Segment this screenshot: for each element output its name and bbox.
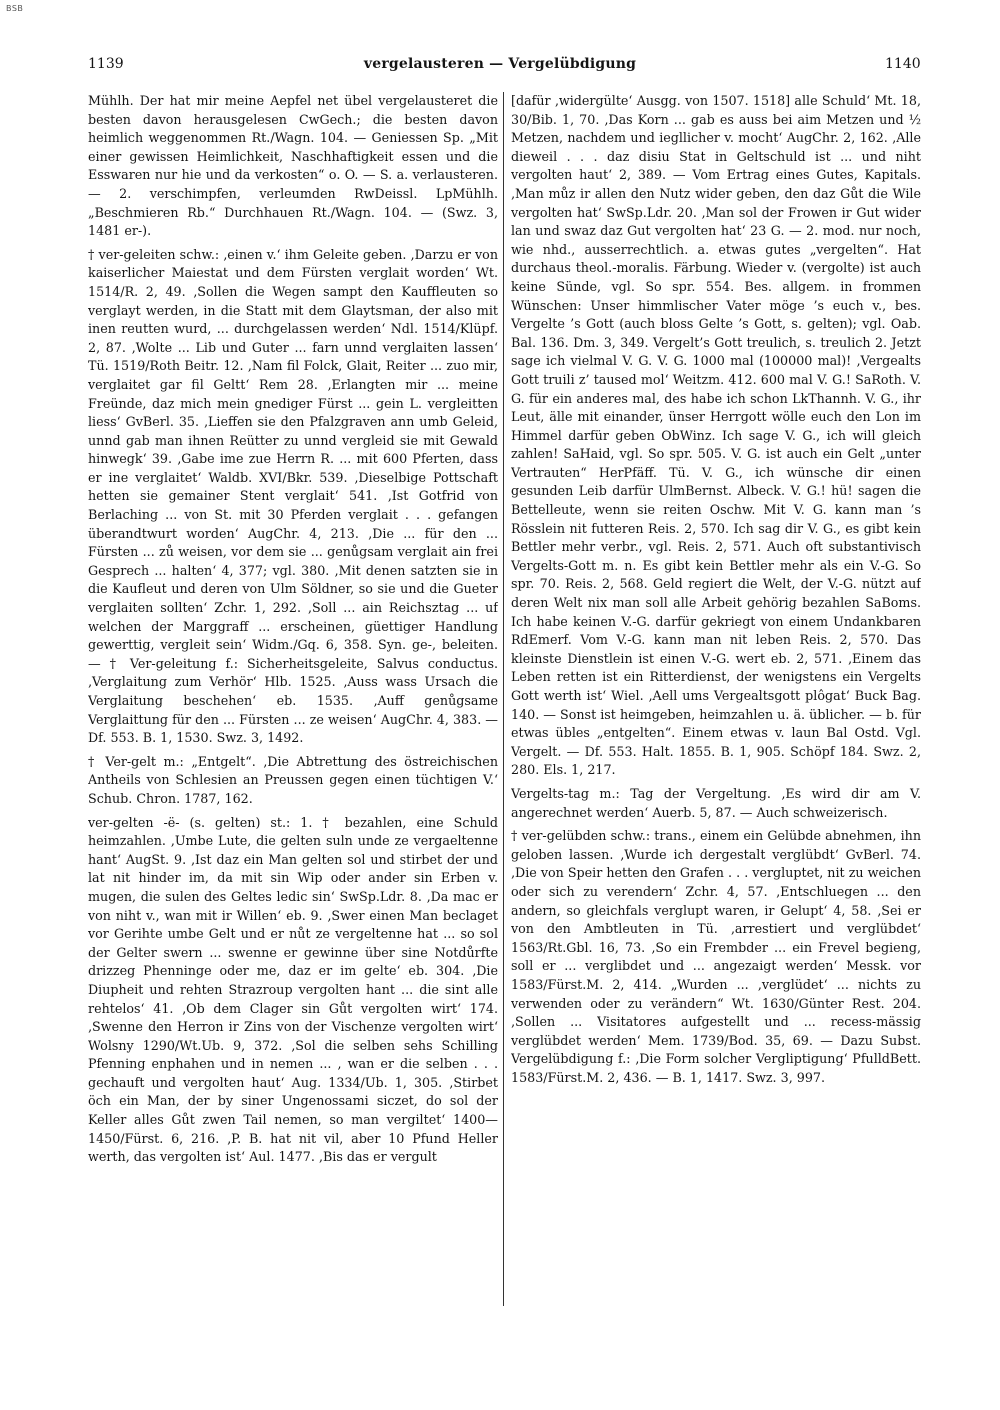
entry-vergelausteren-cont: Mühlh. Der hat mir meine Aepfel net übel vergelausteret die besten davon herausgelesen CwGech.; die besten davon heimlich weggenommen Rt./Wagn. 104. — Geniessen Sp. „Mit einer gewissen Heimlichkeit, Naschhaftigkeit essen und die Esswaren nur hie und da verkosten“ o. O. — S. a. verlausteren. — 2. verschimpfen, verleumden RwDeissl. LpMühlh. „Beschmieren Rb.“ Durchhauen Rt./Wagn. 104. — (Swz. 3, 1481 er-). bbox=[88, 93, 498, 239]
left-column bbox=[88, 92, 498, 1322]
page-number-left: 1139 bbox=[88, 56, 124, 72]
entry-ver-geleiten: † ver-geleiten schw.: ‚einen v.‘ ihm Geleite geben. ‚Darzu er von kaiserlicher Maiestat und dem Fürsten verglait worden‘ Wt. 1514/R. 2, 49. ‚Sollen die Wegen sampt den Kauffleuten so verglayt werden, in die Statt mit dem Glaytsman, der also mit inen reutten wurd, ... durchgelassen werden‘ Ndl. 1514/Klüpf. 2, 87. ‚Wolte ... Lib und Guter ... farn unnd verglaiten lassen‘ Tü. 1519/Roth Beitr. 12. ‚Nam fil Folck, Glait, Reiter ... zuo mir, verglaitet gar fil Geltt‘ Rem 28. ‚Erlangten mir ... meine Freünde, daz mich mein gnediger Fürst ... gein L. vergleitten liess‘ GvBerl. 35. ‚Lieffen sie den Pfalzgraven ann umb Geleid, unnd gab man ihnen Reütter zu unnd vergleid sie mit Gewald hinwegk‘ 39. ‚Gabe ime zue Herrn R. ... mit 600 Pferten, dass er ine verglaitet‘ Waldb. XVI/Bkr. 539. ‚Dieselbige Pottschaft hetten sie gemainer Stent verglait‘ 541. ‚Ist Gotfrid von Berlaching ... von St. mit 30 Pferden verglait . . . gefangen überandtwurt worden‘ AugChr. 4, 213. ‚Die ... für den ... Fürsten ... zů weisen, vor dem sie ... genůgsam verglait ain frei Gesprech ... halten‘ 4, 377; vgl. 380. ‚Mit denen satzten sie in die Kaufleut und deren von Ulm Söldner, so sie und die Gueter verglaiten sollten‘ Zchr. 1, 292. ‚Soll ... ain Reichsztag ... uf welchen der Marggraff ... erscheinen, güettiger Handlung gewerttig, vergleit sein‘ Widm./Gq. 6, 358. Syn. ge-, beleiten. — † Ver-geleitung f.: Sicherheitsgeleite, Salvus conductus. ‚Verglaitung zum Verhör‘ Hlb. 1525. ‚Auss wass Ursach die Verglaitung beschehen‘ eb. 1535. ‚Auff genůgsame Verglaittung für den ... Fürsten ... ze weisen‘ AugChr. 4, 383. — Df. 553. B. 1, 1530. Swz. 3, 1492. bbox=[88, 246, 498, 746]
entry-ver-gelten: ver-gelten -ë- (s. gelten) st.: 1. † bezahlen, eine Schuld heimzahlen. ‚Umbe Lute, die gelten suln unde ze vergaeltenne hant‘ AugSt. 9. ‚Ist daz ein Man gelten sol und stirbet der und lat nit hinder im, da mit sin Wip oder ander sin Erben v. mugen, die sulen des Geltes ledic sin‘ SwSp.Ldr. 8. ‚Da mac er von niht v., wan mit ir Willen‘ eb. 9. ‚Swer einen Man beclaget vor Gerihte umbe Gelt und er nůt ze vergeltenne hat ... so sol der Gelter swern ... swenne er gewinne über sine Notdůrfte drizzeg Phenninge oder me, daz er im gelte‘ eb. 304. ‚Die Diupheit und rehten Strazroup vergolten hant ... die sint alle rehtelos‘ 41. ‚Ob dem Clager sin Gůt vergolten wirt‘ 174. ‚Swenne den Herron ir Zins von der Vischenze vergolten wirt‘ Wolsny 1290/Wt.Ub. 9, 372. ‚Sol die selben sehs Schilling Pfenning enphahen und in nemen ... , wan er die selben . . . gechauft und vergolten haut‘ Aug. 1334/Ub. 1, 305. ‚Stirbet öch ein Man, der by siner Ungenossami siczet, do sol der Keller alles Gůt zwen Tail nemen, so man vergiltet‘ 1400—1450/Fürst. 6, 216. ‚P. B. hat nit vil, aber 10 Pfund Heller werth, das vergolten ist‘ Aul. 1477. ‚Bis das er vergult bbox=[88, 814, 498, 1165]
entry-ver-gelten-cont: [dafür ‚widergülte‘ Ausgg. von 1507. 1518] alle Schuld‘ Mt. 18, 30/Bib. 1, 70. ‚Das Korn ... gab es auss bei aim Metzen und ½ Metzen, nachdem und iegllicher v. mocht‘ AugChr. 2, 162. ‚Alle dieweil . . . daz disiu Stat in Geltschuld ist ... und niht vergolten haut‘ 2, 389. — Vom Ertrag eines Gutes, Kapitals. ‚Man můz ir allen den Nutz wider geben, den daz Gůt die Wile vergolten hat‘ SwSp.Ldr. 20. ‚Man sol der Frowen ir Gut wider lan und swaz daz Gut vergolten hat‘ 23 G. — 2. mod. nur noch, wie nhd., ausserrechtlich. a. etwas gutes „vergelten“. Hat durchaus theol.-moralis. Färbung. Wieder v. (vergolte) ist auch keine Sünde, vgl. So spr. 554. Bes. allgem. in frommen Wünschen: Unser himmlischer Vater möge ’s euch v., bes. Vergelte ’s Gott (auch bloss Gelte ’s Gott, s. gelten); vgl. Oab. Bal. 136. Dm. 3, 349. Vergelt’s Gott treulich, s. treulich 2. Jetzt sage ich vielmal V. G. V. G. 1000 mal (100000 mal)! ‚Vergealts Gott truili z’ taused mol‘ Weitzm. 412. 600 mal V. G.! SaRoth. V. G. für ein anderes mal, des habe ich schon LkThannh. V. G., ihr Leut, älle mit einander, ünser Herrgott wölle euch den Lon im Himmel darfür geben ObWinz. Ich sage V. G., ich will gleich zahlen! SaHaid, vgl. So spr. 505. V. G. ist auch ein Gelt „unter Vertrauten“ HerPfäff. Tü. V. G., ich wünsche dir einen gesunden Leib darfür UlmBernst. Albeck. V. G.! hü! sagen die Bettelleute, wenn sie reiten Oschw. Mit V. G. kann man ’s Rösslein nit futteren Reis. 2, 570. Ich sag dir V. G., es gibt kein Bettler mehr verbr., vgl. Reis. 2, 571. Auch oft substantivisch Vergelts-Gott m. n. Es gibt kein Bettler mehr als ein V.-G. So spr. 70. Reis. 2, 568. Geld regiert die Welt, der V.-G. nützt auf deren Welt nix man soll alle Arbeit gehörig bezahlen SaBoms. Ich habe keinen V.-G. darfür gekriegt von einem Undankbaren RdEmerf. Vom V.-G. kann man nit leben Reis. 2, 570. Das kleinste Dienstlein ist einen V.-G. wert eb. 2, 571. ‚Einem das Leben retten ist ein Ritterdienst, der wenigstens ein Vergelts Gott werth ist‘ Wiel. ‚Aell ums Vergealtsgott plôgat‘ Buck Bag. 140. — Sonst ist heimgeben, heimzahlen u. ä. üblicher. — b. für etwas übles „entgelten“. Einem etwas v. laun Bal Ostd. Vgl. Vergelt. — Df. 553. Halt. 1855. B. 1, 905. Schöpf 184. Swz. 2, 280. Els. 1, 217. bbox=[511, 93, 921, 778]
right-column bbox=[511, 92, 921, 1322]
library-stamp: BSB bbox=[6, 4, 24, 13]
running-title: vergelausteren — Vergelübdigung bbox=[363, 56, 637, 72]
entry-ver-geluebden: † ver-gelübden schw.: trans., einem ein Gelübde abnehmen, ihn geloben lassen. ‚Wurde ich dergestalt verglübdt‘ GvBerl. 74. ‚Die von Speir hetten den Grafen . . . vergluptet, nit zu weichen oder sich zu verendern‘ Zchr. 4, 57. ‚Entschluegen ... den andern, so gleichfals verglupt waren, ir Gelupt‘ 4, 58. ‚Sei er von den Ambtleuten in Tü. ‚arrestiert und verglübdet‘ 1563/Rt.Gbl. 16, 73. ‚So ein Frembder ... ein Frevel begieng, soll er ... verglibdet und ... angezaigt werden‘ Messk. vor 1583/Fürst.M. 2, 414. „Wurden ... ‚verglüdet‘ ... nichts zu verwenden oder zu verändern“ Wt. 1630/Günter Rest. 204. ‚Sollen ... Visitatores aufgestellt und ... recess-mässig verglübdet werden‘ Mem. 1739/Bod. 35, 69. — Dazu Subst. Vergelübdigung f.: ‚Die Form solcher Vergliptigung‘ PfulldBett. 1583/Fürst.M. 2, 436. — B. 1, 1417. Swz. 3, 997. bbox=[511, 828, 921, 1085]
page-number-right: 1140 bbox=[885, 56, 921, 72]
entry-vergelts-tag: Vergelts-tag m.: Tag der Vergeltung. ‚Es wird dir am V. angerechnet werden‘ Auerb. 5, 87. — Auch schweizerisch. bbox=[511, 785, 921, 820]
page-header bbox=[0, 56, 1000, 76]
entry-ver-gelt: † Ver-gelt m.: „Entgelt“. ‚Die Abtrettung des östreichischen Antheils von Schlesien an Preussen gegen einen tüchtigen V.‘ Schub. Chron. 1787, 162. bbox=[88, 753, 498, 806]
column-divider bbox=[503, 92, 504, 1306]
